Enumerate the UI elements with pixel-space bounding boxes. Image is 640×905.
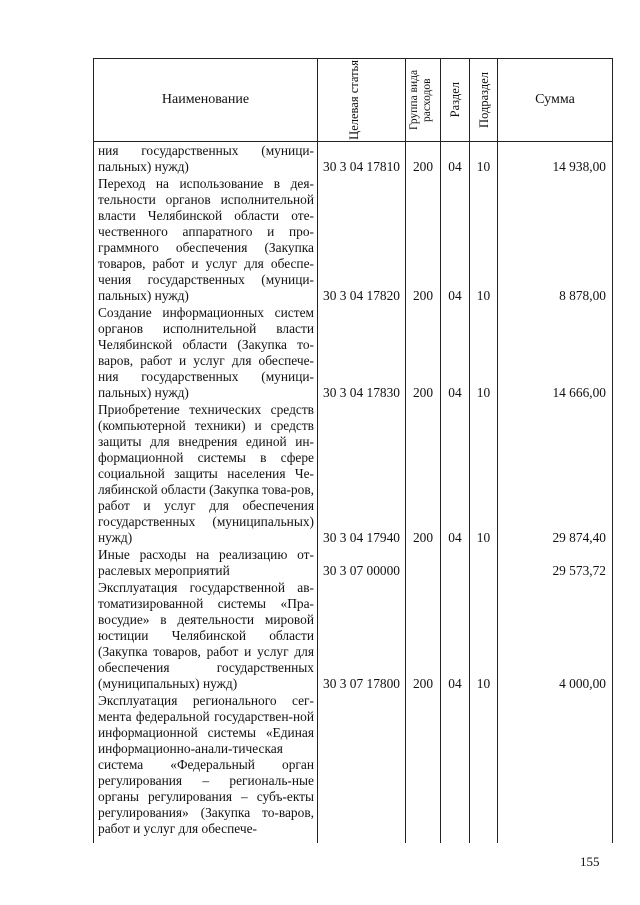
table-row [94,401,613,546]
table-row [94,142,613,176]
row-description: Эксплуатация регионального сег-мента федеральной государствен-ной информационной системы «Единая информационно-анали-тическая система «Федеральный орган регулирования – региональ-ные органы регулирования – субъ-екты регулирования» (Закупка то-варов, работ и услуг для обеспече- [94,692,318,837]
table-row [94,579,613,692]
spacer-cell [441,837,470,844]
header-target-article: Целевая статья [318,59,406,142]
row-target-article [318,692,406,837]
table-row [94,175,613,304]
row-description: ния государственных (муници-пальных) нужд) [94,142,318,176]
row-expense-group: 200 [406,142,441,176]
row-section: 04 [441,142,470,176]
row-sum: 29 874,40 [498,401,613,546]
row-sum [498,692,613,837]
header-name: Наименование [94,59,318,142]
row-subsection: 10 [470,579,498,692]
header-sum: Сумма [498,59,613,142]
row-target-article: 30 3 04 17820 [318,175,406,304]
row-subsection: 10 [470,401,498,546]
row-subsection: 10 [470,142,498,176]
row-description: Иные расходы на реализацию от-раслевых мероприятий [94,546,318,579]
spacer-cell [94,837,318,844]
row-section [441,546,470,579]
row-description: Приобретение технических средств (компьютерной техники) и средств защиты для внедрения единой ин-формационной системы в сфере социальной защиты населения Че-лябинской области (Закупка това-ров, работ и услуг для обеспечения государственных (муниципальных) нужд) [94,401,318,546]
row-sum: 8 878,00 [498,175,613,304]
row-description: Создание информационных систем органов исполнительной власти Челябинской области (Закупка то-варов, работ и услуг для обеспече-ния государственных (муници-пальных) нужд) [94,304,318,401]
page-number: 155 [580,854,600,869]
row-target-article: 30 3 07 00000 [318,546,406,579]
spacer-cell [318,837,406,844]
row-section: 04 [441,304,470,401]
row-target-article: 30 3 04 17830 [318,304,406,401]
row-expense-group [406,692,441,837]
row-expense-group [406,546,441,579]
row-subsection [470,692,498,837]
row-sum: 4 000,00 [498,579,613,692]
row-target-article: 30 3 07 17800 [318,579,406,692]
row-subsection: 10 [470,304,498,401]
row-subsection [470,546,498,579]
spacer-cell [498,837,613,844]
row-expense-group: 200 [406,304,441,401]
row-expense-group: 200 [406,401,441,546]
row-expense-group: 200 [406,579,441,692]
row-target-article: 30 3 04 17940 [318,401,406,546]
table-row [94,546,613,579]
row-description: Эксплуатация государственной ав-томатизированной системы «Пра-восудие» в деятельности мировой юстиции Челябинской области (Закупка товаров, работ и услуг для обеспечения государственных (муниципальных) нужд) [94,579,318,692]
budget-table [93,58,613,844]
row-sum: 14 938,00 [498,142,613,176]
table-header-row [94,59,613,142]
row-sum: 29 573,72 [498,546,613,579]
row-target-article: 30 3 04 17810 [318,142,406,176]
row-section: 04 [441,579,470,692]
row-section: 04 [441,175,470,304]
spacer-cell [470,837,498,844]
row-subsection: 10 [470,175,498,304]
row-section [441,692,470,837]
table-bottom-spacer [94,837,613,844]
row-section: 04 [441,401,470,546]
header-section: Раздел [441,59,470,142]
spacer-cell [406,837,441,844]
row-description: Переход на использование в дея-тельности органов исполнительной власти Челябинской области оте-чественного аппаратного и про-граммного обеспечения (Закупка товаров, работ и услуг для обеспе-чения государственных (муници-пальных) нужд) [94,175,318,304]
header-expense-group: Группа вида расходов [406,59,441,142]
table-row [94,304,613,401]
table-row [94,692,613,837]
row-expense-group: 200 [406,175,441,304]
row-sum: 14 666,00 [498,304,613,401]
header-subsection: Подраздел [470,59,498,142]
